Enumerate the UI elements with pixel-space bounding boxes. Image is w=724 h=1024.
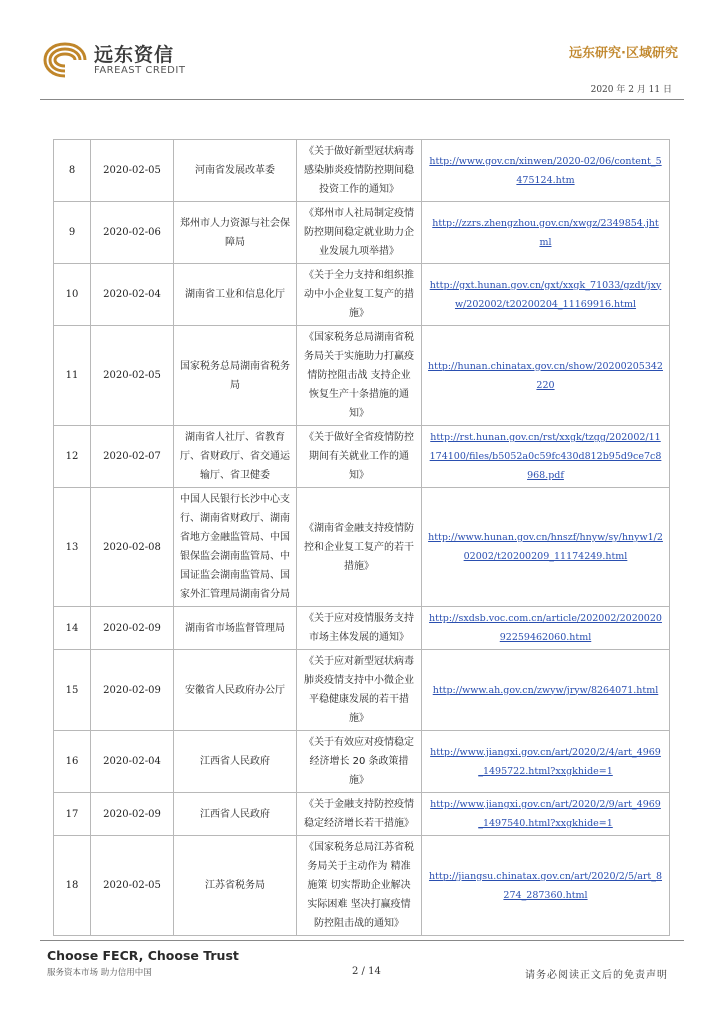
row-date: 2020-02-04 [91,264,174,326]
row-number: 10 [54,264,91,326]
page-number: 2 / 14 [352,966,381,977]
logo-english-name: FAREAST CREDIT [94,65,186,76]
table-row [54,326,670,426]
row-number: 14 [54,607,91,650]
section-title: 远东研究·区域研究 [569,46,678,61]
table-row [54,202,670,264]
policy-table [53,139,670,936]
row-url-link[interactable]: http://rst.hunan.gov.cn/rst/xxgk/tzgg/202002/11174100/files/b5052a0c59fc430d812b95d9ce7c8968.pdf [422,426,670,488]
row-url-link[interactable]: http://gxt.hunan.gov.cn/gxt/xxgk_71033/gzdt/jxyw/202002/t20200204_11169916.html [422,264,670,326]
report-date: 2020 年 2 月 11 日 [590,85,672,95]
row-number: 16 [54,731,91,793]
table-row [54,488,670,607]
row-agency: 河南省发展改革委 [174,140,297,202]
row-number: 15 [54,650,91,731]
row-policy: 《关于全力支持和组织推动中小企业复工复产的措施》 [297,264,422,326]
row-date: 2020-02-09 [91,607,174,650]
company-logo [42,38,202,82]
logo-chinese-name: 远东资信 [94,44,175,66]
row-policy: 《关于应对新型冠状病毒肺炎疫情支持中小微企业平稳健康发展的若干措施》 [297,650,422,731]
row-date: 2020-02-05 [91,836,174,936]
row-agency: 湖南省市场监督管理局 [174,607,297,650]
row-url-link[interactable]: http://www.gov.cn/xinwen/2020-02/06/content_5475124.htm [422,140,670,202]
row-policy: 《郑州市人社局制定疫情防控期间稳定就业助力企业发展九项举措》 [297,202,422,264]
row-date: 2020-02-08 [91,488,174,607]
table-row [54,426,670,488]
row-agency: 国家税务总局湖南省税务局 [174,326,297,426]
row-url-link[interactable]: http://www.jiangxi.gov.cn/art/2020/2/9/art_4969_1497540.html?xxgkhide=1 [422,793,670,836]
row-url-link[interactable]: http://sxdsb.voc.com.cn/article/202002/202002092259462060.html [422,607,670,650]
row-url-link[interactable]: http://hunan.chinatax.gov.cn/show/20200205342220 [422,326,670,426]
table-row [54,731,670,793]
row-url-link[interactable]: http://jiangsu.chinatax.gov.cn/art/2020/2/5/art_8274_287360.html [422,836,670,936]
header-divider [40,99,684,100]
footer-slogan: Choose FECR, Choose Trust [47,948,239,963]
row-url-link[interactable]: http://www.jiangxi.gov.cn/art/2020/2/4/art_4969_1495722.html?xxgkhide=1 [422,731,670,793]
table-row [54,793,670,836]
row-date: 2020-02-06 [91,202,174,264]
row-date: 2020-02-04 [91,731,174,793]
row-policy: 《关于做好全省疫情防控期间有关就业工作的通知》 [297,426,422,488]
row-number: 9 [54,202,91,264]
row-policy: 《关于应对疫情服务支持市场主体发展的通知》 [297,607,422,650]
table-row [54,140,670,202]
row-policy: 《国家税务总局湖南省税务局关于实施助力打赢疫情防控阻击战 支持企业恢复生产十条措施的通知》 [297,326,422,426]
row-agency: 江西省人民政府 [174,731,297,793]
row-number: 17 [54,793,91,836]
row-url-link[interactable]: http://www.hunan.gov.cn/hnszf/hnyw/sy/hnyw1/202002/t20200209_11174249.html [422,488,670,607]
table-row [54,264,670,326]
row-agency: 中国人民银行长沙中心支行、湖南省财政厅、湖南省地方金融监管局、中国银保监会湖南监管局、中国证监会湖南监管局、国家外汇管理局湖南省分局 [174,488,297,607]
row-number: 8 [54,140,91,202]
row-url-link[interactable]: http://www.ah.gov.cn/zwyw/jryw/8264071.html [422,650,670,731]
table-row [54,836,670,936]
row-url-link[interactable]: http://zzrs.zhengzhou.gov.cn/xwgz/2349854.jhtml [422,202,670,264]
table-row [54,650,670,731]
row-date: 2020-02-09 [91,650,174,731]
row-policy: 《湖南省金融支持疫情防控和企业复工复产的若干措施》 [297,488,422,607]
footer-subslogan: 服务资本市场 助力信用中国 [47,968,152,978]
row-date: 2020-02-07 [91,426,174,488]
row-number: 12 [54,426,91,488]
row-number: 11 [54,326,91,426]
row-date: 2020-02-05 [91,140,174,202]
row-number: 18 [54,836,91,936]
table-row [54,607,670,650]
row-agency: 江西省人民政府 [174,793,297,836]
row-date: 2020-02-05 [91,326,174,426]
footer-divider [40,940,684,941]
row-policy: 《关于有效应对疫情稳定经济增长 20 条政策措施》 [297,731,422,793]
row-agency: 郑州市人力资源与社会保障局 [174,202,297,264]
row-agency: 湖南省人社厅、省教育厅、省财政厅、省交通运输厅、省卫健委 [174,426,297,488]
row-agency: 湖南省工业和信息化厅 [174,264,297,326]
row-number: 13 [54,488,91,607]
row-policy: 《国家税务总局江苏省税务局关于主动作为 精准施策 切实帮助企业解决实际困难 坚决打赢疫情防控阻击战的通知》 [297,836,422,936]
row-agency: 安徽省人民政府办公厅 [174,650,297,731]
row-policy: 《关于金融支持防控疫情稳定经济增长若干措施》 [297,793,422,836]
row-policy: 《关于做好新型冠状病毒感染肺炎疫情防控期间稳投资工作的通知》 [297,140,422,202]
row-date: 2020-02-09 [91,793,174,836]
row-agency: 江苏省税务局 [174,836,297,936]
disclaimer-text: 请务必阅读正文后的免责声明 [525,970,668,981]
fareast-logo-icon [42,40,88,80]
